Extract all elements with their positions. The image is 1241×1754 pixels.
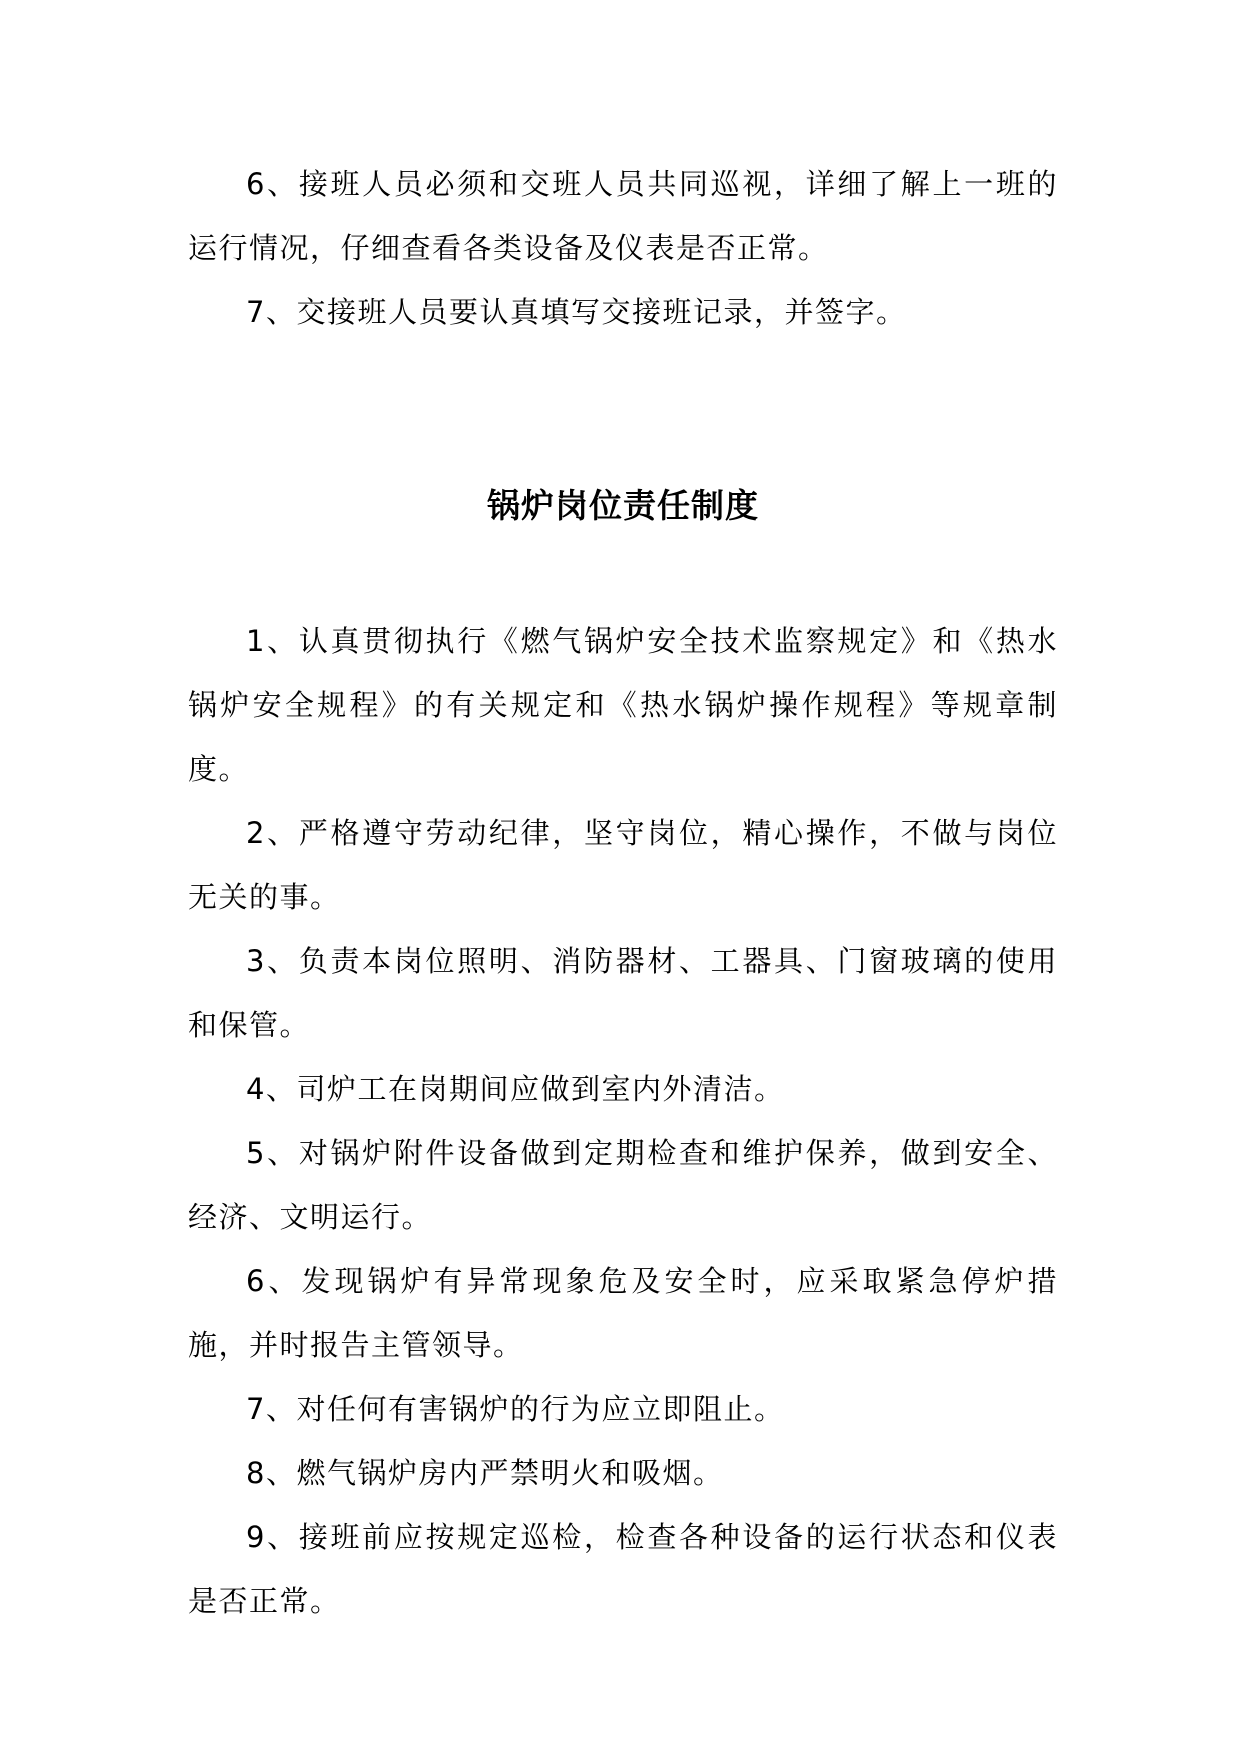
list-item: 9、接班前应按规定巡检，检查各种设备的运行状态和仪表是否正常。	[188, 1520, 1058, 1618]
list-item: 7、对任何有害锅炉的行为应立即阻止。	[246, 1392, 785, 1426]
list-item: 2、严格遵守劳动纪律，坚守岗位，精心操作，不做与岗位无关的事。	[188, 816, 1058, 914]
list-item: 1、认真贯彻执行《燃气锅炉安全技术监察规定》和《热水锅炉安全规程》的有关规定和《热水锅炉操作规程》等规章制度。	[188, 624, 1058, 786]
previous-section-list	[188, 152, 1058, 344]
list-item: 6、接班人员必须和交班人员共同巡视，详细了解上一班的运行情况，仔细查看各类设备及仪表是否正常。	[188, 167, 1058, 265]
list-item: 4、司炉工在岗期间应做到室内外清洁。	[246, 1072, 785, 1106]
section-item-list	[188, 609, 1058, 1633]
list-item: 3、负责本岗位照明、消防器材、工器具、门窗玻璃的使用和保管。	[188, 944, 1058, 1042]
section-title: 锅炉岗位责任制度	[487, 486, 759, 525]
list-item: 8、燃气锅炉房内严禁明火和吸烟。	[246, 1456, 724, 1490]
list-item: 6、发现锅炉有异常现象危及安全时，应采取紧急停炉措施，并时报告主管领导。	[188, 1264, 1058, 1362]
list-item: 7、交接班人员要认真填写交接班记录，并签字。	[246, 295, 907, 329]
list-item: 5、对锅炉附件设备做到定期检查和维护保养，做到安全、经济、文明运行。	[188, 1136, 1058, 1234]
